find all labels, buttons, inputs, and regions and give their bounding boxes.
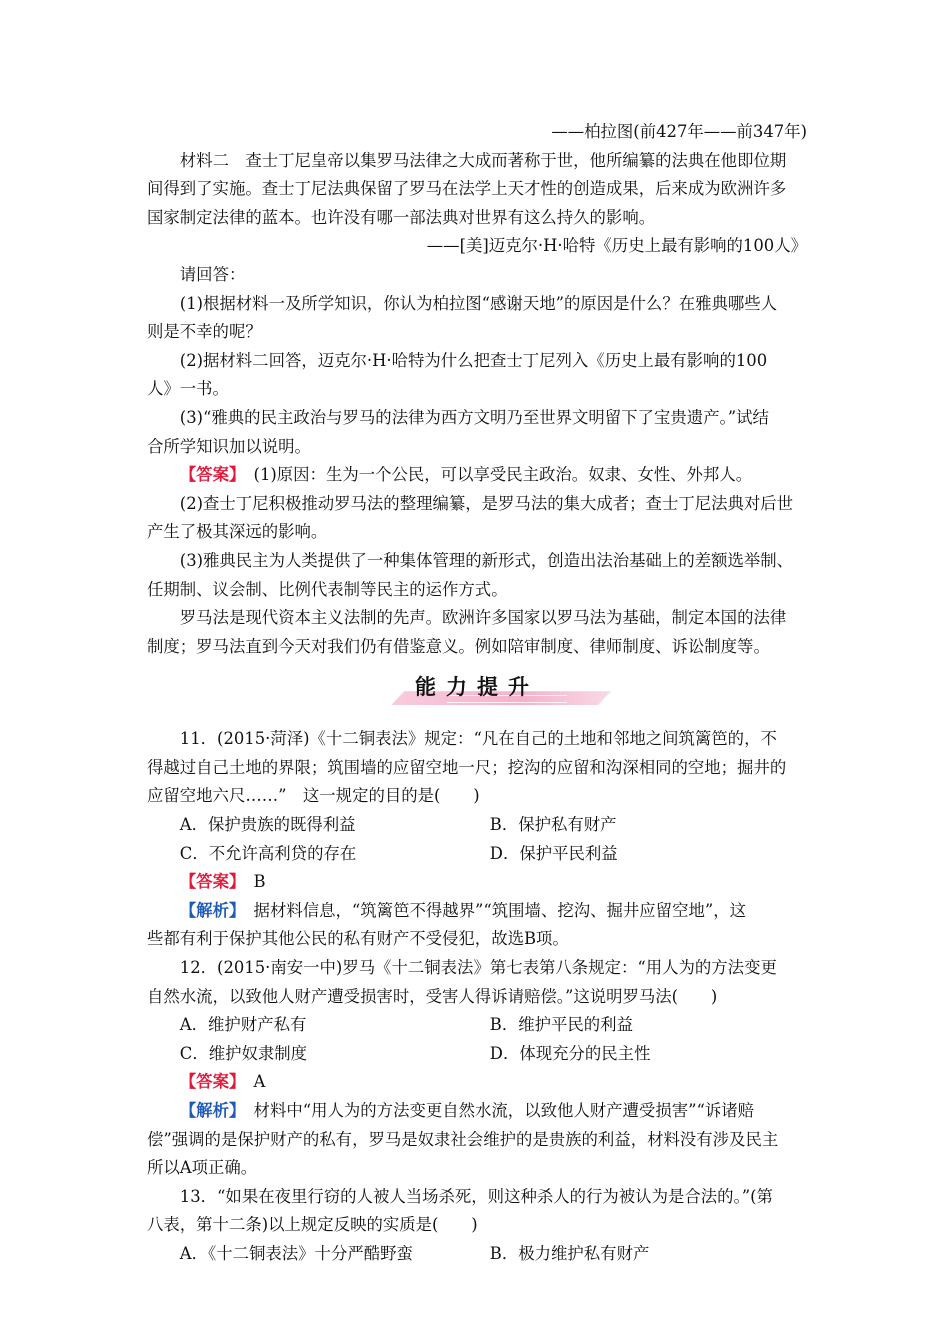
analysis-text: 据材料信息，“筑篱笆不得越界”“筑围墙、挖沟、掘井应留空地”，这 [237,900,747,920]
answer-text: B [237,872,266,892]
question-13-cont: 八表，第十二条)以上规定反映的实质是( ) [147,1215,478,1235]
question-13: 13．“如果在夜里行窃的人被人当场杀死，则这种杀人的行为被认为是合法的。”(第 [179,1186,773,1206]
answer-label: 【答案】 [179,1072,238,1092]
question-3: (3)“雅典的民主政治与罗马的法律为西方文明乃至世界文明留下了宝贵遗产。”试结 [179,407,769,427]
answer-4: 罗马法是现代资本主义法制的先声。欧洲许多国家以罗马法为基础，制定本国的法律 [179,608,787,628]
option-b: B．极力维护私有财产 [489,1243,650,1263]
question-11-cont: 应留空地六尺……” 这一规定的目的是( ) [147,786,480,806]
question-12-cont: 自然水流，以致他人财产遭受损害时，受害人得诉请赔偿。”这说明罗马法( ) [147,986,718,1006]
answer-line [147,868,807,897]
analysis-line [147,1097,807,1126]
options-row [147,840,807,869]
page-content [147,118,807,1269]
option-d: D．保护平民利益 [489,843,618,863]
answer-text: A [237,1072,266,1092]
section-header [147,669,807,721]
answer-3: (3)雅典民主为人类提供了一种集体管理的新形式，创造出法治基础上的差额选举制、 [179,550,794,570]
analysis-cont: 些都有利于保护其他公民的私有财产不受侵犯，故选B项。 [147,929,569,949]
material2-line: 国家制定法律的蓝本。也许没有哪一部法典对世界有这么持久的影响。 [147,207,656,227]
answer-3-cont: 任期制、议会制、比例代表制等民主的运作方式。 [147,579,508,599]
options-row [147,1040,807,1069]
question-12: 12．(2015·南安一中)罗马《十二铜表法》第七表第八条规定：“用人为的方法变更 [179,958,777,978]
material2-line: 间得到了实施。查士丁尼法典保留了罗马在法学上天才性的创造成果，后来成为欧洲许多 [147,179,787,199]
option-c: C．维护奴隶制度 [179,1043,308,1063]
options-row [147,1011,807,1040]
question-2-cont: 人》一书。 [147,379,229,399]
analysis-cont: 偿”强调的是保护财产的私有，罗马是奴隶社会维护的是贵族的利益，材料没有涉及民主 [147,1129,779,1149]
option-a: A．《十二铜表法》十分严酷野蛮 [179,1243,413,1263]
option-c: C．不允许高利贷的存在 [179,843,357,863]
material2-line: 材料二 查士丁尼皇帝以集罗马法律之大成而著称于世，他所编纂的法典在他即位期 [179,150,787,170]
options-row [147,1240,807,1269]
question-11-cont: 得越过自己土地的界限；筑围墙的应留空地一尺；挖沟的应留和沟深相同的空地；掘井的 [147,757,787,777]
attribution-plato: ——柏拉图(前427年——前347年) [551,122,807,141]
option-b: B．保护私有财产 [489,815,617,835]
answer-2: (2)查士丁尼积极推动罗马法的整理编纂，是罗马法的集大成者；查士丁尼法典对后世 [179,493,794,513]
prompt: 请回答： [179,264,246,284]
analysis-line [147,897,807,926]
analysis-label: 【解析】 [179,1101,238,1120]
answer-4-cont: 制度；罗马法直到今天对我们仍有借鉴意义。例如陪审制度、律师制度、诉讼制度等。 [147,636,770,656]
question-3-cont: 合所学知识加以说明。 [147,436,311,456]
question-2: (2)据材料二回答，迈克尔·H·哈特为什么把查士丁尼列入《历史上最有影响的100 [179,350,768,370]
options-row [147,811,807,840]
analysis-cont: 所以A项正确。 [147,1158,258,1178]
analysis-text: 材料中“用人为的方法变更自然水流，以致他人财产遭受损害”“诉诸赔 [237,1101,755,1120]
question-11: 11．(2015·菏泽)《十二铜表法》规定：“凡在自己的土地和邻地之间筑篱笆的，不 [179,729,777,749]
question-1-cont: 则是不幸的呢？ [147,322,262,342]
analysis-label: 【解析】 [179,900,238,920]
question-1: (1)根据材料一及所学知识，你认为柏拉图“感谢天地”的原因是什么？在雅典哪些人 [179,293,778,313]
option-d: D．体现充分的民主性 [489,1043,651,1063]
answer-label: 【答案】 [179,465,238,485]
answer-text: (1)原因：生为一个公民，可以享受民主政治。奴隶、女性、外邦人。 [237,465,753,485]
answer-2-cont: 产生了极其深远的影响。 [147,522,328,542]
answer-line [147,1068,807,1097]
answer-line [147,461,807,490]
option-a: A．保护贵族的既得利益 [179,815,356,835]
section-title: 能力提升 [415,675,539,700]
option-b: B．维护平民的利益 [489,1015,633,1035]
answer-label: 【答案】 [179,872,238,892]
option-a: A．维护财产私有 [179,1015,307,1035]
attribution-hart: ——[美]迈克尔·H·哈特《历史上最有影响的100人》 [426,236,807,256]
